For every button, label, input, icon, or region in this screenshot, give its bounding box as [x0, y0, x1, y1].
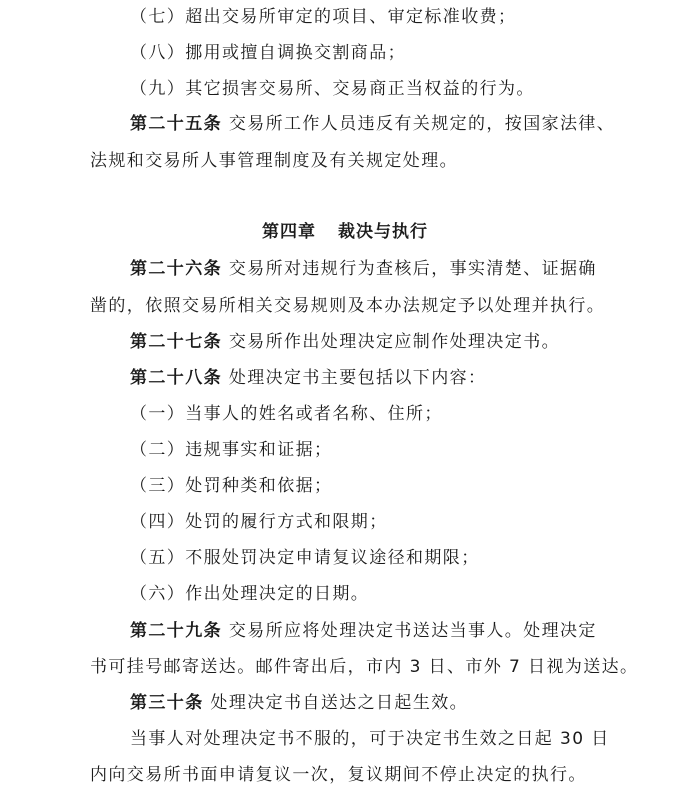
- closing-line-2: 内向交易所书面申请复议一次，复议期间不停止决定的执行。: [90, 765, 587, 785]
- chapter-title: 裁决与执行: [338, 222, 428, 242]
- list-item-9: （九）其它损害交易所、交易商正当权益的行为。: [130, 79, 535, 99]
- article-26-text: 交易所对违规行为查核后，事实清楚、证据确: [228, 259, 597, 279]
- article-25-line-2: 法规和交易所人事管理制度及有关规定处理。: [90, 151, 458, 171]
- article-25-text: 交易所工作人员违反有关规定的，按国家法律、: [228, 114, 616, 134]
- article-27: [130, 331, 560, 353]
- article-30-text: 处理决定书自送达之日起生效。: [210, 693, 469, 713]
- article-26-line-1: [130, 258, 597, 280]
- article-28-label: 第二十八条: [130, 368, 222, 388]
- closing-line-1: 当事人对处理决定书不服的，可于决定书生效之日起 30 日: [130, 729, 610, 749]
- chapter-number: 第四章: [262, 222, 316, 242]
- article-25-line-1: [130, 113, 615, 135]
- article-29-text: 交易所应将处理决定书送达当事人。处理决定: [228, 621, 597, 641]
- list-item: （二）违规事实和证据；: [130, 440, 333, 460]
- article-26-label: 第二十六条: [130, 259, 222, 279]
- list-item: （一）当事人的姓名或者名称、住所；: [130, 404, 443, 424]
- list-item-8: （八）挪用或擅自调换交割商品；: [130, 43, 406, 63]
- article-30: [130, 692, 468, 714]
- list-item: （六）作出处理决定的日期。: [130, 584, 370, 604]
- article-26-line-2: 凿的，依照交易所相关交易规则及本办法规定予以处理并执行。: [90, 296, 606, 316]
- article-27-label: 第二十七条: [130, 332, 222, 352]
- list-item: （五）不服处罚决定申请复议途径和期限；: [130, 548, 480, 568]
- article-27-text: 交易所作出处理决定应制作处理决定书。: [228, 332, 561, 352]
- article-28-text: 处理决定书主要包括以下内容：: [228, 368, 487, 388]
- article-25-label: 第二十五条: [130, 114, 222, 134]
- article-29-line-1: [130, 620, 597, 642]
- list-item-7: （七）超出交易所审定的项目、审定标准收费；: [130, 7, 517, 27]
- list-item: （三）处罚种类和依据；: [130, 476, 333, 496]
- list-item: （四）处罚的履行方式和限期；: [130, 512, 388, 532]
- article-30-label: 第三十条: [130, 693, 204, 713]
- chapter-heading: [262, 221, 428, 243]
- article-29-line-2: 书可挂号邮寄送达。邮件寄出后，市内 3 日、市外 7 日视为送达。: [90, 657, 639, 677]
- article-29-label: 第二十九条: [130, 621, 222, 641]
- article-28: [130, 367, 486, 389]
